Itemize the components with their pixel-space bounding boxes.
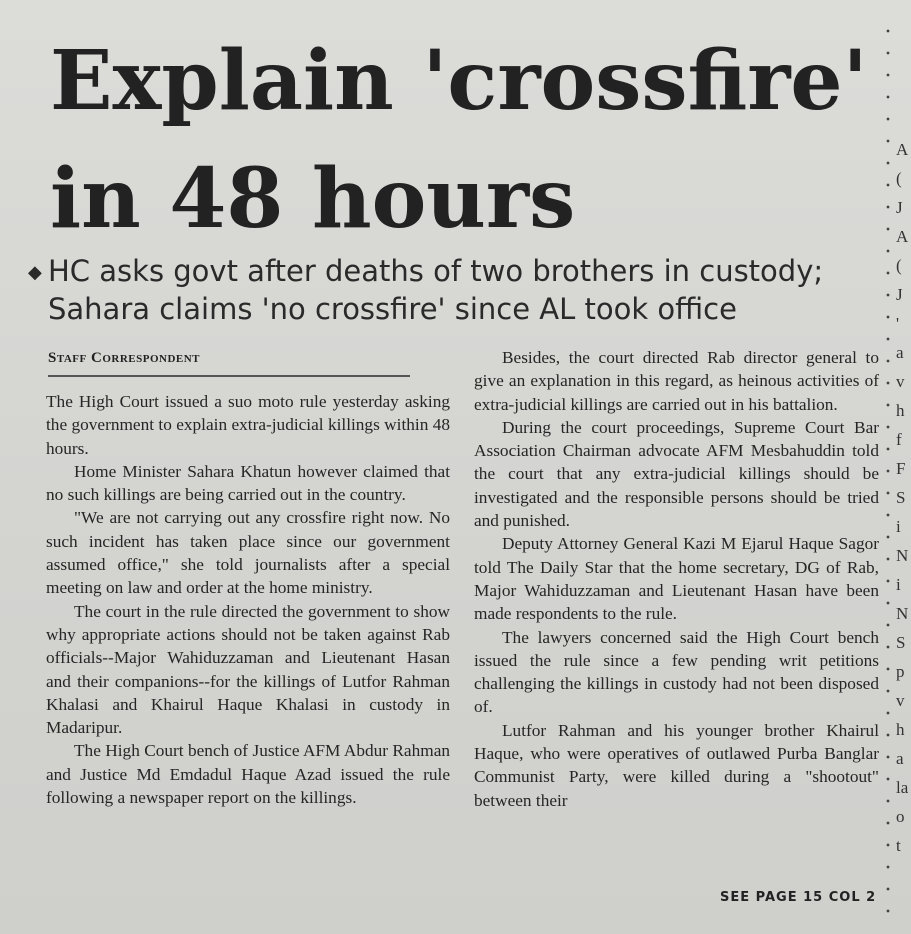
adjacent-column-fragments xyxy=(896,0,911,934)
adjacent-column-glyph: h xyxy=(896,720,905,739)
adjacent-column-glyph: S xyxy=(896,633,906,652)
paragraph: The court in the rule directed the government to show why appropriate actions should not be taken against Rab officials--Major Wahiduzzaman and Lieutenant Hasan and their companions--for the killings of Lutfor Rahman Khalasi and Khairul Haque Khalasi in custody in Madaripur. xyxy=(46,601,450,738)
adjacent-column-glyph: a xyxy=(896,343,904,362)
adjacent-column-glyph: h xyxy=(896,401,905,420)
paragraph: Home Minister Sahara Khatun however claimed that no such killings are being carried out in the country. xyxy=(46,461,450,505)
bullet-icon: ◆ xyxy=(28,262,42,283)
adjacent-column-glyph: f xyxy=(896,430,902,449)
adjacent-column-glyph: p xyxy=(896,662,905,681)
headline-line-2: in 48 hours xyxy=(50,151,576,247)
adjacent-column-glyph: J xyxy=(896,285,903,304)
subheadline-line-1: HC asks govt after deaths of two brothers in custody; xyxy=(48,254,824,288)
paragraph: During the court proceedings, Supreme Court Bar Association Chairman advocate AFM Mesbahuddin told the court that any extra-judicial killings should be investigated and the responsible persons should be tried and punished. xyxy=(474,417,879,531)
adjacent-column-glyph: N xyxy=(896,546,909,565)
paragraph: Besides, the court directed Rab director general to give an explanation in this regard, as heinous activities of extra-judicial killings are carried out in his battalion. xyxy=(474,348,879,414)
adjacent-column-glyph: v xyxy=(896,691,905,710)
adjacent-column-glyph: A xyxy=(896,227,909,246)
paragraph: The High Court bench of Justice AFM Abdur Rahman and Justice Md Emdadul Haque Azad issued the rule following a newspaper report on the killings. xyxy=(46,741,450,808)
paragraph: "We are not carrying out any crossfire right now. No such incident has taken place since our government assumed office," she told journalists after a special meeting on law and order at the home ministry. xyxy=(46,508,450,598)
subheadline xyxy=(28,252,888,328)
adjacent-column-glyph: ( xyxy=(896,169,902,188)
paragraph: The lawyers concerned said the High Court bench issued the rule since a few pending writ petitions challenging the killings in custody had not been disposed of. xyxy=(474,627,879,717)
adjacent-column-glyph: la xyxy=(896,778,909,797)
dotted-column-rule xyxy=(886,20,890,920)
adjacent-column-glyph: J xyxy=(896,198,903,217)
adjacent-column-glyph: o xyxy=(896,807,905,826)
continuation-note: SEE PAGE 15 COL 2 xyxy=(720,890,877,905)
adjacent-column-glyph: ( xyxy=(896,256,902,275)
paragraph: The High Court issued a suo moto rule yesterday asking the government to explain extra-judicial killings within 48 hours. xyxy=(46,392,450,458)
adjacent-column-glyph: N xyxy=(896,604,909,623)
adjacent-column-glyph: i xyxy=(896,517,901,536)
adjacent-column-glyph: v xyxy=(896,372,905,391)
adjacent-column-glyph: i xyxy=(896,575,901,594)
article-column-left xyxy=(46,390,450,809)
article-column-right xyxy=(474,346,879,812)
subheadline-line-2: Sahara claims 'no crossfire' since AL took office xyxy=(48,292,737,326)
adjacent-column-glyph: A xyxy=(896,140,909,159)
adjacent-column-glyph: ' xyxy=(896,314,900,333)
byline: Staff Correspondent xyxy=(48,350,410,377)
adjacent-column-glyph: a xyxy=(896,749,904,768)
paragraph: Deputy Attorney General Kazi M Ejarul Haque Sagor told The Daily Star that the home secretary, DG of Rab, Major Wahiduzzaman and Lieutenant Hasan have been made respondents to the rule. xyxy=(474,534,879,624)
adjacent-column-glyph: S xyxy=(896,488,906,507)
adjacent-column-glyph: F xyxy=(896,459,906,478)
adjacent-column-glyph: t xyxy=(896,836,901,855)
headline-line-1: Explain 'crossfire' xyxy=(50,33,868,129)
paragraph: Lutfor Rahman and his younger brother Khairul Haque, who were operatives of outlawed Purba Banglar Communist Party, were killed during a "shootout" between their xyxy=(474,720,879,810)
